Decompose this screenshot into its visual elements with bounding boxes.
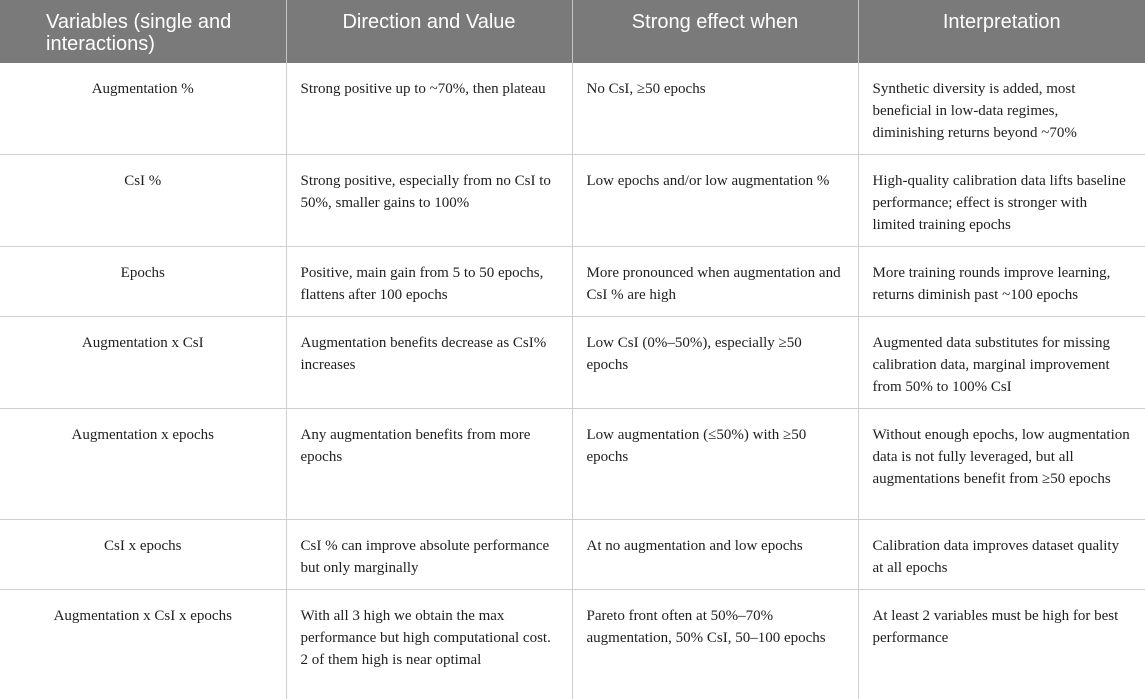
header-strong-effect: Strong effect when: [572, 0, 858, 63]
cell-direction: CsI % can improve absolute performance but only marginally: [286, 520, 572, 590]
header-interpretation: Interpretation: [858, 0, 1145, 63]
cell-strong-effect: Low CsI (0%–50%), especially ≥50 epochs: [572, 317, 858, 409]
cell-interpretation: At least 2 variables must be high for best performance: [872, 608, 1119, 646]
cell-variable: CsI x epochs: [0, 520, 286, 590]
cell-direction: With all 3 high we obtain the max performance but high computational cost. 2 of them high is near optimal: [286, 590, 572, 699]
table-row: [0, 155, 1145, 247]
cell-strong-effect: At no augmentation and low epochs: [572, 520, 858, 590]
header-row: [0, 0, 1145, 63]
cell-variable: Augmentation %: [0, 63, 286, 155]
cell-interpretation: Without enough epochs, low augmentation data is not fully leveraged, but all augmentations benefit from ≥50 epochs: [858, 409, 1145, 520]
cell-direction: Strong positive up to ~70%, then plateau: [286, 63, 572, 155]
cell-direction: Augmentation benefits decrease as CsI% increases: [286, 317, 572, 409]
cell-strong-effect: Low augmentation (≤50%) with ≥50 epochs: [572, 409, 858, 520]
header-direction-value: Direction and Value: [286, 0, 572, 63]
cell-direction: Any augmentation benefits from more epochs: [286, 409, 572, 520]
cell-variable: Augmentation x epochs: [0, 409, 286, 520]
cell-direction: Strong positive, especially from no CsI to 50%, smaller gains to 100%: [286, 155, 572, 247]
cell-direction: Positive, main gain from 5 to 50 epochs, flattens after 100 epochs: [286, 247, 572, 317]
cell-variable: Augmentation x CsI: [0, 317, 286, 409]
table-row: [0, 409, 1145, 520]
table-row: [0, 63, 1145, 155]
table-row: [0, 520, 1145, 590]
table-body: [0, 63, 1145, 699]
header-variables: Variables (single and interactions): [0, 0, 286, 63]
cell-variable: CsI %: [0, 155, 286, 247]
cell-interpretation: Synthetic diversity is added, most beneficial in low-data regimes, diminishing returns beyond ~70%: [858, 63, 1145, 155]
table-row: [0, 247, 1145, 317]
cell-interpretation: More training rounds improve learning, returns diminish past ~100 epochs: [858, 247, 1145, 317]
table-row: [0, 317, 1145, 409]
cell-strong-effect: Low epochs and/or low augmentation %: [572, 155, 858, 247]
cell-interpretation: Calibration data improves dataset quality at all epochs: [858, 520, 1145, 590]
cell-variable: Epochs: [0, 247, 286, 317]
table-header: [0, 0, 1145, 63]
cell-variable: Augmentation x CsI x epochs: [0, 590, 286, 699]
cell-interpretation: Augmented data substitutes for missing calibration data, marginal improvement from 50% to 100% CsI: [858, 317, 1145, 409]
cell-strong-effect: Pareto front often at 50%–70% augmentation, 50% CsI, 50–100 epochs: [572, 590, 858, 699]
cell-strong-effect: More pronounced when augmentation and CsI % are high: [572, 247, 858, 317]
cell-interpretation: High-quality calibration data lifts baseline performance; effect is stronger with limited training epochs: [858, 155, 1145, 247]
cell-strong-effect: No CsI, ≥50 epochs: [572, 63, 858, 155]
table-row: [0, 590, 1145, 699]
